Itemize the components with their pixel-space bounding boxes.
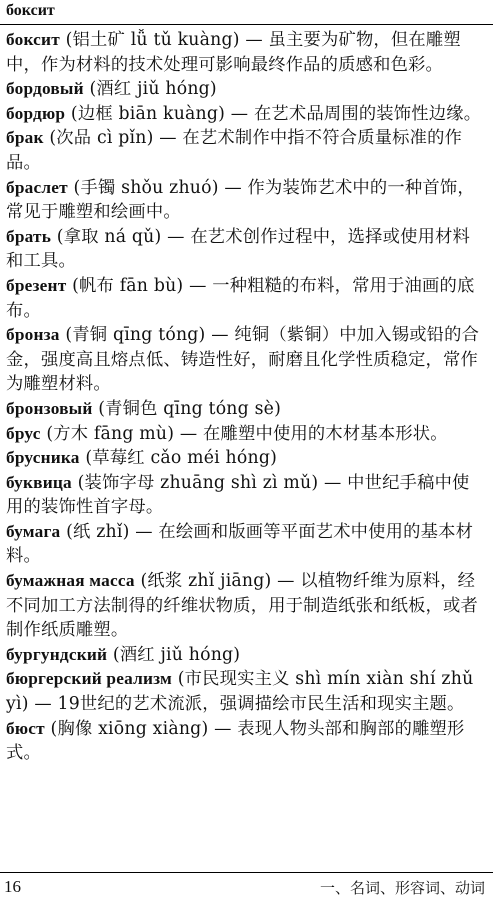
definition: — 作为装饰艺术中的一种首饰，常见于雕塑和绘画中。 (6, 177, 475, 223)
translation-gloss: (次品 cì pǐn) (49, 128, 154, 149)
dictionary-entry (6, 717, 485, 766)
dictionary-entry (6, 102, 485, 127)
translation-gloss: (方木 fāng mù) (46, 423, 175, 444)
dictionary-entry (6, 176, 485, 225)
headword: боксит (6, 30, 60, 49)
definition: — 以植物纤维为原料，经不同加工方法制得的纤维状物质，用于制造纸张和纸板，或者制作纸质雕塑。 (6, 571, 478, 641)
definition: — 在艺术品周围的装饰性边缘。 (230, 103, 482, 124)
section-title: 一、名词、形容词、动词 (319, 879, 485, 897)
translation-gloss: (拿取 ná qǔ) (56, 226, 162, 247)
translation-gloss: (胸像 xiōng xiàng) (50, 718, 209, 739)
definition: — 一种粗糙的布料，常用于油画的底布。 (6, 275, 475, 321)
translation-gloss: (纸浆 zhǐ jiāng) (140, 571, 272, 592)
headword: браслет (6, 177, 68, 197)
translation-gloss: (装饰字母 zhuāng shì zì mǔ) (77, 472, 319, 493)
dictionary-entry (6, 28, 485, 77)
translation-gloss: (手镯 shǒu zhuó) (73, 177, 219, 198)
headword: бронза (6, 325, 60, 345)
dictionary-entry (6, 126, 485, 175)
definition: — 在艺术创作过程中，选择或使用材料和工具。 (6, 226, 471, 272)
translation-gloss: (酒红 jiǔ hóng) (112, 644, 241, 665)
translation-gloss: (边框 biān kuàng) (70, 103, 226, 124)
definition: — 纯铜（紫铜）中加入锡或铅的合金，强度高且熔点低、铸造性好，耐磨且化学性质稳定，常作为雕塑材料。 (6, 325, 480, 395)
translation-gloss: (草莓红 cǎo méi hóng) (85, 448, 278, 469)
headword: брус (6, 423, 41, 443)
definition: — 在艺术制作中指不符合质量标准的作品。 (6, 128, 463, 173)
dictionary-entry (6, 446, 485, 471)
headword: бургундский (6, 644, 108, 664)
dictionary-entry (6, 225, 485, 274)
dictionary-entry (6, 77, 485, 102)
page-number: 16 (4, 877, 21, 896)
translation-gloss: (酒红 jiǔ hóng) (89, 79, 217, 100)
headword: брать (6, 226, 52, 246)
dictionary-entry (6, 471, 485, 520)
headword: брак (6, 128, 44, 148)
headword: бумага (6, 521, 61, 541)
top-rule (0, 24, 493, 25)
headword: бордюр (6, 103, 66, 123)
definition: — 在绘画和版画等平面艺术中使用的基本材料。 (6, 521, 474, 567)
translation-gloss: (青铜 qīng tóng) (65, 325, 206, 346)
headword: бордовый (6, 79, 84, 99)
definition: — 在雕塑中使用的木材基本形状。 (179, 423, 448, 444)
headword: брезент (6, 275, 67, 295)
definition: — 19世纪的艺术流派，强调描绘市民生活和现实主题。 (34, 694, 465, 715)
headword: бюргерский реализм (6, 669, 173, 689)
dictionary-entry (6, 323, 485, 397)
dictionary-entry (6, 643, 485, 668)
definition: — 虽主要为矿物，但在雕塑中，作为材料的技术处理可影响最终作品的质感和色彩。 (6, 30, 461, 75)
headword: буквица (6, 472, 72, 492)
definition: — 表现人物头部和胸部的雕塑形式。 (6, 718, 465, 764)
headword: брусника (6, 448, 80, 468)
translation-gloss: (帆布 fān bù) (72, 275, 184, 296)
headword: бумажная масса (6, 571, 135, 591)
translation-gloss: (铝土矿 lǚ tǔ kuàng) (65, 30, 240, 50)
definition: — 中世纪手稿中使用的装饰性首字母。 (6, 472, 470, 518)
bottom-rule (0, 872, 493, 873)
dictionary-entry (6, 569, 485, 643)
dictionary-entry (6, 274, 485, 323)
running-head: боксит (6, 2, 55, 19)
translation-gloss: (青铜色 qīng tóng sè) (98, 398, 282, 419)
entry-list (6, 28, 485, 766)
dictionary-entry (6, 667, 485, 716)
headword: бронзовый (6, 398, 93, 418)
translation-gloss: (纸 zhǐ) (66, 521, 130, 542)
translation-gloss: (市民现实主义 shì mín xiàn shí zhǔ yì) (6, 669, 474, 715)
dictionary-entry (6, 520, 485, 569)
headword: бюст (6, 718, 45, 738)
dictionary-entry (6, 397, 485, 422)
dictionary-entry (6, 422, 485, 447)
